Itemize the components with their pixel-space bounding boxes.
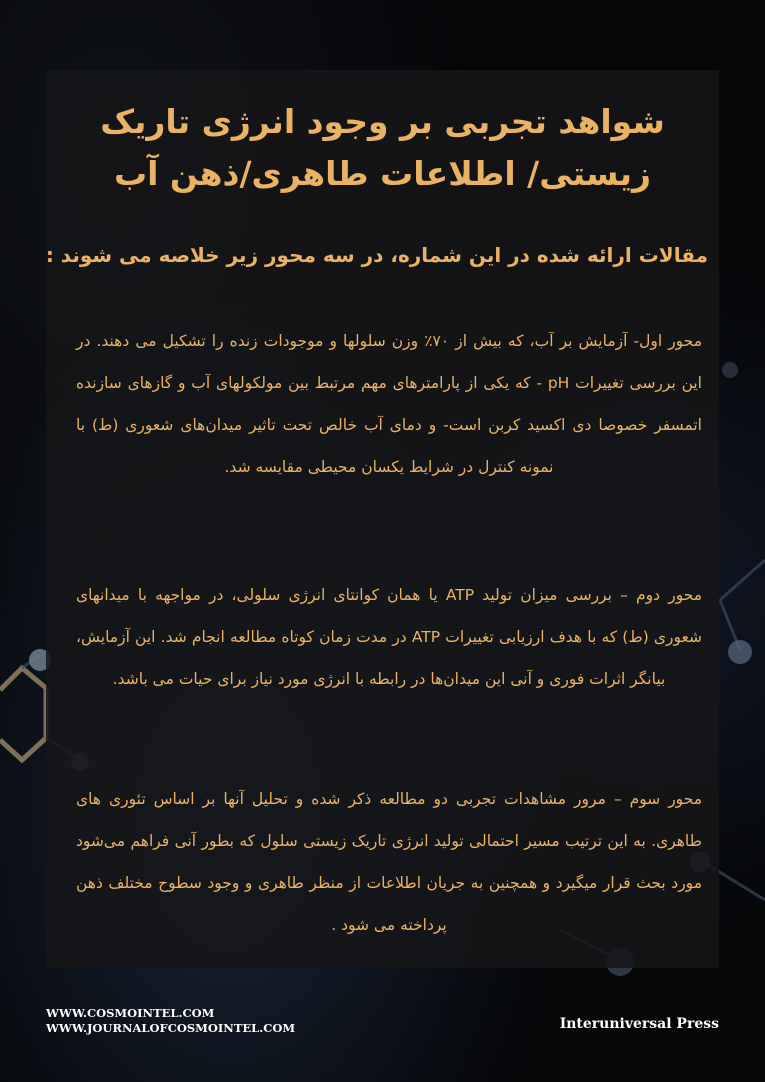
page-title: شواهد تجربی بر وجود انرژی تاریک زیستی/ اطلاعات طاهری/ذهن آب bbox=[100, 102, 665, 193]
paragraph-axis-1: محور اول- آزمایش بر آب، که بیش از ۷۰٪ وزن سلولها و موجودات زنده را تشکیل می دهند. در این بررسی تغییرات pH - که یکی از پارامترهای مهم مرتبط بین مولکولهای آب و گازهای سازنده اتمسفر خصوصا دی اکسید کربن است- و دمای آب خالص تحت تاثیر میدان‌های شعوری (ط) با نمونه کنترل در شرایط یکسان محیطی مقایسه شد. bbox=[76, 332, 702, 476]
paragraph-axis-2: محور دوم – بررسی میزان تولید ATP یا همان کوانتای انرژی سلولی، در مواجهه با میدانهای شعوری (ط) که با هدف ارزیابی تغییرات ATP در مدت زمان کوتاه مطالعه انجام شد. این آزمایش، بیانگر اثرات فوری و آنی این میدان‌ها در رابطه با انرژی مورد نیاز برای حیات می باشد. bbox=[76, 586, 703, 688]
publisher-name: Interuniversal Press bbox=[559, 1016, 719, 1032]
footer-links bbox=[46, 1006, 295, 1036]
journal-website-link[interactable]: WWW.JOURNALOFCOSMOINTEL.COM bbox=[46, 1021, 296, 1035]
paragraph-axis-3: محور سوم – مرور مشاهدات تجربی دو مطالعه ذکر شده و تحلیل آنها بر اساس تئوری های طاهری. به این ترتیب مسیر احتمالی تولید انرژی تاریک زیستی سلول که بطور آنی فراهم می‌شود مورد بحث قرار میگیرد و همچنین به جریان اطلاعات از منظر طاهری و وجود سطوح مختلف ذهن پرداخته می شود . bbox=[76, 790, 702, 934]
website-link[interactable]: WWW.COSMOINTEL.COM bbox=[46, 1006, 215, 1020]
summary-heading: مقالات ارائه شده در این شماره، در سه محور زیر خلاصه می شوند : bbox=[45, 243, 708, 267]
